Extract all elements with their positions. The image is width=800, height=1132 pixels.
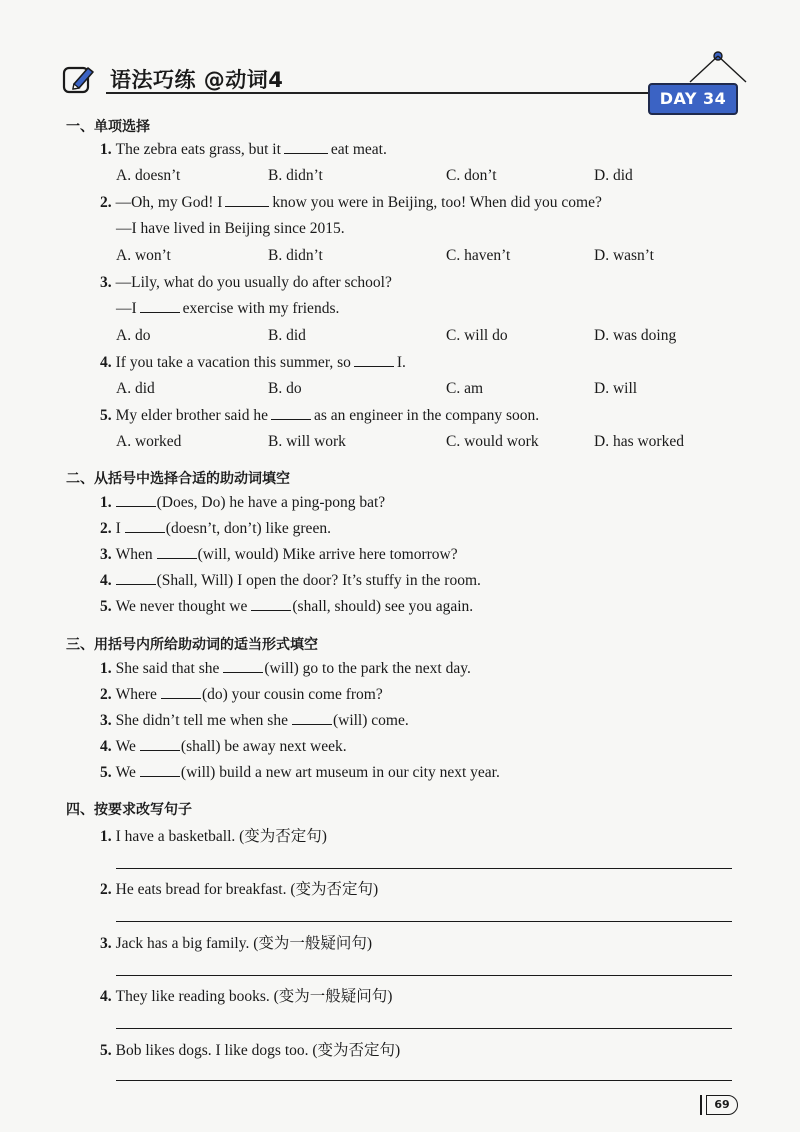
form-item-3: 3. She didn’t tell me when she (will) come. [100,712,409,729]
day-badge: DAY 34 [648,83,738,115]
form-item-5: 5. We (will) build a new art museum in our city next year. [100,764,500,781]
answer-blank[interactable] [140,764,180,777]
fill-item-3: 3. When (will, would) Mike arrive here tomorrow? [100,546,458,563]
option-c[interactable]: C. haven’t [446,247,511,264]
answer-blank[interactable] [140,300,180,313]
option-b[interactable]: B. did [268,327,306,344]
option-b[interactable]: B. do [268,380,302,397]
answer-line[interactable] [116,975,732,976]
answer-blank[interactable] [161,686,201,699]
question-4: 4. If you take a vacation this summer, so I. [100,354,406,371]
rewrite-item-4: 4. They like reading books. (变为一般疑问句) [100,988,393,1005]
question-2-response: —I have lived in Beijing since 2015. [116,220,345,237]
option-d[interactable]: D. wasn’t [594,247,654,264]
title-underline [106,92,686,94]
answer-blank[interactable] [354,354,394,367]
answer-line[interactable] [116,1028,732,1029]
answer-blank[interactable] [251,598,291,611]
question-3-response: —I exercise with my friends. [116,300,340,317]
option-c[interactable]: C. don’t [446,167,497,184]
page-number-tab [700,1094,740,1116]
page-header [62,56,742,106]
question-1: 1. The zebra eats grass, but it eat meat. [100,141,387,158]
section-4-heading: 四、按要求改写句子 [66,802,192,818]
answer-blank[interactable] [225,194,269,207]
rewrite-item-1: 1. I have a basketball. (变为否定句) [100,828,327,845]
form-item-4: 4. We (shall) be away next week. [100,738,347,755]
option-a[interactable]: A. did [116,380,155,397]
fill-item-1: 1. (Does, Do) he have a ping-pong bat? [100,494,386,511]
section-2-heading: 二、从括号中选择合适的助动词填空 [66,471,290,487]
option-b[interactable]: B. will work [268,433,346,450]
page-tab-divider [700,1095,702,1115]
answer-blank[interactable] [140,738,180,751]
option-a[interactable]: A. worked [116,433,182,450]
option-c[interactable]: C. am [446,380,484,397]
page-number: 69 [706,1095,738,1115]
answer-line[interactable] [116,1080,732,1081]
option-a[interactable]: A. doesn’t [116,167,181,184]
answer-line[interactable] [116,868,732,869]
rewrite-item-3: 3. Jack has a big family. (变为一般疑问句) [100,935,373,952]
option-c[interactable]: C. will do [446,327,508,344]
option-b[interactable]: B. didn’t [268,247,323,264]
option-b[interactable]: B. didn’t [268,167,323,184]
fill-item-4: 4. (Shall, Will) I open the door? It’s stuffy in the room. [100,572,481,589]
answer-line[interactable] [116,921,732,922]
question-2: 2. —Oh, my God! I know you were in Beijing, too! When did you come? [100,194,602,211]
option-a[interactable]: A. do [116,327,151,344]
answer-blank[interactable] [284,141,328,154]
rewrite-item-5: 5. Bob likes dogs. I like dogs too. (变为否定句) [100,1042,401,1059]
option-d[interactable]: D. did [594,167,633,184]
question-5: 5. My elder brother said he as an engineer in the company soon. [100,407,540,424]
answer-blank[interactable] [116,494,156,507]
option-a[interactable]: A. won’t [116,247,171,264]
answer-blank[interactable] [125,520,165,533]
hanging-string-icon [682,50,754,84]
section-3-heading: 三、用括号内所给助动词的适当形式填空 [66,637,318,653]
question-3: 3. —Lily, what do you usually do after school? [100,274,392,291]
section-1-heading: 一、单项选择 [66,119,150,135]
page-title: 语法巧练 @动词4 [110,68,284,92]
answer-blank[interactable] [292,712,332,725]
answer-blank[interactable] [116,572,156,585]
answer-blank[interactable] [271,407,311,420]
fill-item-5: 5. We never thought we (shall, should) see you again. [100,598,474,615]
option-d[interactable]: D. will [594,380,638,397]
answer-blank[interactable] [157,546,197,559]
form-item-2: 2. Where (do) your cousin come from? [100,686,383,703]
rewrite-item-2: 2. He eats bread for breakfast. (变为否定句) [100,881,379,898]
answer-blank[interactable] [223,660,263,673]
pencil-note-icon [62,62,96,96]
option-d[interactable]: D. has worked [594,433,684,450]
option-c[interactable]: C. would work [446,433,539,450]
form-item-1: 1. She said that she (will) go to the park the next day. [100,660,471,677]
option-d[interactable]: D. was doing [594,327,677,344]
fill-item-2: 2. I (doesn’t, don’t) like green. [100,520,331,537]
